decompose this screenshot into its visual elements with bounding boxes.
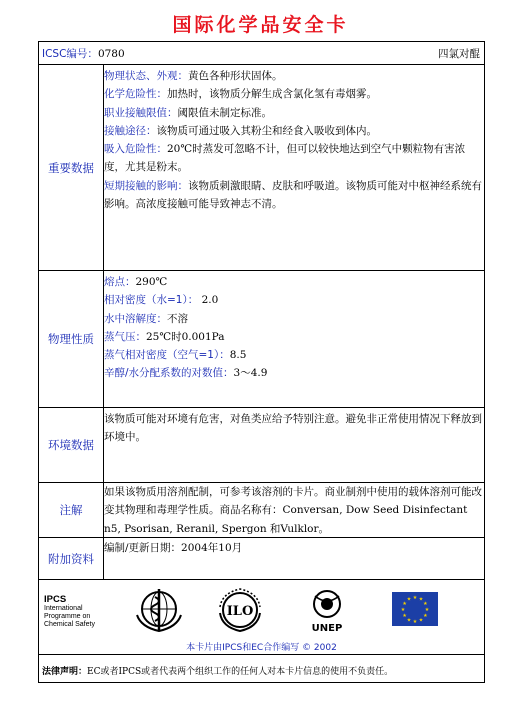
- physical-properties-content: [104, 273, 484, 383]
- card-title: 国际化学品安全卡: [172, 14, 349, 36]
- section-label-notes: 注解: [59, 503, 83, 517]
- who-logo-icon: [131, 585, 187, 635]
- environment-content: 该物质可能对环境有危害，对鱼类应给予特别注意。避免非正常使用情况下释放到环境中。: [104, 413, 482, 444]
- section-label-extra: 附加资料: [48, 551, 94, 566]
- svg-text:★: ★: [412, 595, 418, 601]
- svg-text:★: ★: [418, 617, 424, 624]
- divider: [39, 64, 484, 65]
- important-row: 职业接触限值：阈限值未制定标准。: [104, 106, 272, 119]
- extra-content: 编制/更新日期：2004年10月: [104, 542, 243, 554]
- svg-text:★: ★: [418, 596, 424, 603]
- important-row: 吸入危险性：20℃时蒸发可忽略不计，但可以较快地达到空气中颗粒物有害浓度，尤其是粉末。: [104, 143, 466, 174]
- svg-text:UNEP: UNEP: [311, 623, 343, 634]
- legal-label: 法律声明：: [42, 667, 88, 677]
- unep-logo-icon: [301, 586, 353, 634]
- icsc-value: 0780: [97, 48, 125, 60]
- chemical-name: 四氯对醌: [438, 48, 480, 60]
- svg-text:★: ★: [423, 601, 428, 607]
- svg-text:★: ★: [406, 596, 412, 603]
- property-row: 熔点：290℃: [104, 276, 168, 288]
- property-row: 相对密度（水=1）： 2.0: [104, 294, 219, 307]
- icsc-number: [42, 46, 125, 61]
- svg-text:★: ★: [400, 607, 406, 613]
- property-row: 辛醇/水分配系数的对数值：3～4.9: [104, 367, 268, 380]
- svg-text:★: ★: [402, 601, 407, 607]
- important-row: 接触途径：该物质可通过吸入其粉尘和经食入吸收到体内。: [104, 124, 377, 137]
- svg-text:ILO: ILO: [226, 604, 254, 619]
- legal-notice: [42, 664, 393, 677]
- svg-text:★: ★: [406, 617, 412, 624]
- divider: [39, 654, 484, 655]
- eu-flag-icon: [392, 592, 438, 626]
- legal-text: EC或者IPCS或者代表两个组织工作的任何人对本卡片信息的使用不负责任。: [87, 667, 394, 677]
- property-row: 蒸气相对密度（空气=1）：8.5: [104, 349, 247, 362]
- section-label-physical: 物理性质: [48, 332, 94, 346]
- divider: [39, 407, 484, 408]
- svg-text:★: ★: [402, 613, 407, 619]
- icsc-label: ICSC编号：: [42, 48, 98, 60]
- section-label-environment: 环境数据: [48, 438, 94, 452]
- section-label-important: 重要数据: [48, 160, 94, 175]
- ilo-logo-icon: [215, 587, 265, 633]
- divider: [39, 579, 484, 580]
- important-row: 物理状态、外观：黄色各种形状固体。: [104, 70, 283, 82]
- ipcs-logo-text: IPCS International Programme on Chemical Safety: [44, 594, 95, 628]
- divider: [39, 270, 484, 271]
- property-row: 蒸气压：25℃时0.001Pa: [104, 330, 225, 343]
- important-row: 化学危险性：加热时，该物质分解生成含氯化氢有毒烟雾。: [104, 88, 377, 101]
- property-row: 水中溶解度：不溶: [104, 312, 188, 325]
- footer-caption: 本卡片由IPCS和EC合作编写 © 2002: [186, 643, 337, 653]
- svg-text:★: ★: [412, 619, 418, 625]
- important-row: 短期接触的影响：该物质刺激眼睛、皮肤和呼吸道。该物质可能对中枢神经系统有影响。高浓度接触可能导致神志不清。: [104, 179, 482, 211]
- important-data-content: [104, 67, 484, 213]
- notes-content: 如果该物质用溶剂配制，可参考该溶剂的卡片。商业制剂中使用的载体溶剂可能改变其物理和毒理学性质。商品名称有：Conversan, Dow Seed Disinfectant n5, Psorisan, Reranil, Spergon 和Vulklor。: [104, 486, 482, 535]
- svg-text:★: ★: [424, 607, 430, 613]
- safety-card: [38, 41, 485, 683]
- svg-text:★: ★: [423, 613, 428, 619]
